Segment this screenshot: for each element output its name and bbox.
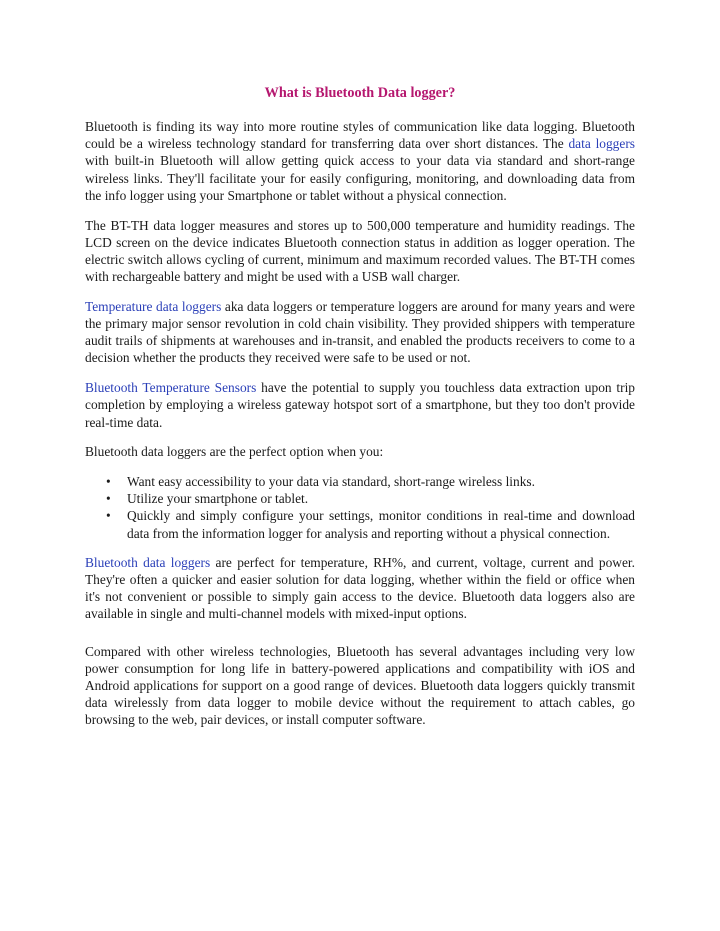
intro-text-b: with built-in Bluetooth will allow getting quick access to your data via standard and short-range wireless links. They'll facilitate your for easily configuring, monitoring, and downloading data from the info logger using your Smartphone or tablet without a physical connection. <box>85 153 635 203</box>
list-item <box>106 507 635 541</box>
data-loggers-link[interactable]: data loggers <box>568 136 635 152</box>
temperature-loggers-paragraph <box>85 298 635 367</box>
bluetooth-data-loggers-link[interactable]: Bluetooth data loggers <box>85 554 211 570</box>
options-list <box>85 473 635 542</box>
options-intro-paragraph: Bluetooth data loggers are the perfect option when you: <box>85 444 384 460</box>
page-title: What is Bluetooth Data logger? <box>264 85 456 101</box>
list-item-text: Utilize your smartphone or tablet. <box>127 491 309 507</box>
list-item <box>106 490 635 507</box>
temperature-loggers-text: aka data loggers or temperature loggers are around for many years and were the primary major sensor revolution in cold chain visibility. They provided shippers with temperature audit trails of shipments at warehouses and in-transit, and enabled the products receivers to come to a decision whether the products they received were safe to be used or not. <box>85 298 635 366</box>
bullet-icon: • <box>106 508 111 524</box>
temperature-sensors-paragraph <box>85 379 635 431</box>
intro-text-a: Bluetooth is finding its way into more routine styles of communication like data logging. Bluetooth could be a wireless technology standard for transferring data over short distances. The <box>85 119 635 152</box>
bullet-icon: • <box>106 491 111 507</box>
bullet-icon: • <box>106 473 111 489</box>
list-item-text: Want easy accessibility to your data via standard, short-range wireless links. <box>127 473 535 489</box>
bluetooth-loggers-paragraph <box>85 554 635 623</box>
comparison-paragraph: Compared with other wireless technologies, Bluetooth has several advantages including very low power consumption for long life in battery-powered applications and compatibility with iOS and Android applications for support on a good range of devices. Bluetooth data loggers quickly transmit data wirelessly from data logger to mobile device without the requirement to attach cables, go browsing to the web, pair devices, or install computer software. <box>85 643 635 728</box>
bluetooth-temperature-sensors-link[interactable]: Bluetooth Temperature Sensors <box>85 380 257 396</box>
bluetooth-loggers-text: are perfect for temperature, RH%, and current, voltage, current and power. They're often a quicker and easier solution for data logging, whether within the field or office when it's not convenient or possible to simply gain access to the device. Bluetooth data loggers also are available in single and multi-channel models with mixed-input options. <box>85 554 635 622</box>
list-item <box>106 473 635 490</box>
list-item-text: Quickly and simply configure your settings, monitor conditions in real-time and download data from the information logger for analysis and reporting without a physical connection. <box>127 508 635 541</box>
bt-th-paragraph: The BT-TH data logger measures and stores up to 500,000 temperature and humidity readings. The LCD screen on the device indicates Bluetooth connection status in addition as logger operation. The electric switch allows cycling of current, minimum and maximum recorded values. The BT-TH comes with rechargeable battery and might be used with a USB wall charger. <box>85 217 635 285</box>
intro-paragraph <box>85 118 635 204</box>
temperature-sensors-text: have the potential to supply you touchless data extraction upon trip completion by employing a wireless gateway hotspot sort of a smartphone, but they too don't provide real-time data. <box>85 380 635 430</box>
temperature-data-loggers-link[interactable]: Temperature data loggers <box>85 298 222 314</box>
